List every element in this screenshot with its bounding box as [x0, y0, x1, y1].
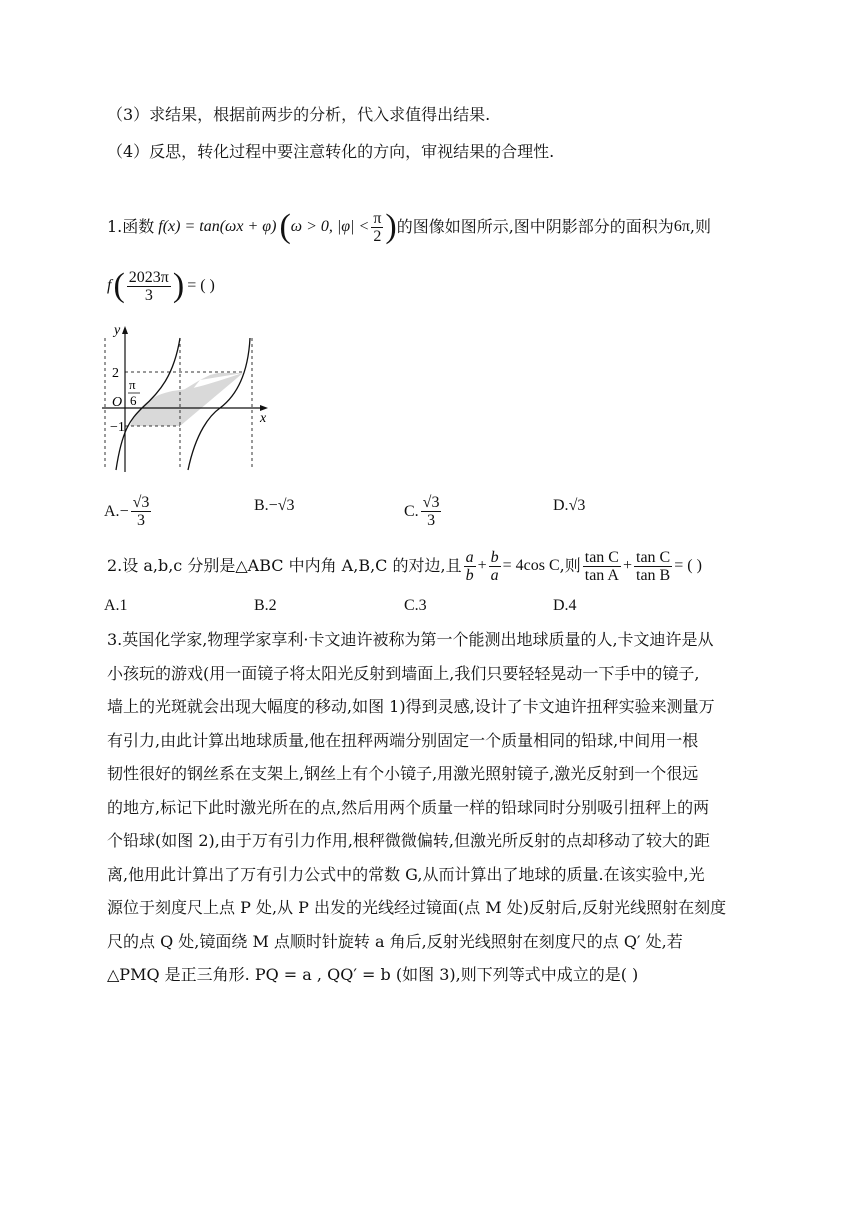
q1-ask-end: = ( ) [187, 277, 215, 294]
q2-stem: 2.设 a,b,c 分别是△ABC 中内角 A,B,C 的对边,且 $\frac{a}{b}$ + $\frac{b}{a}$ = 4cos C ,则 $\frac{\text{tan C}}{\text{tan A}}$ + $\frac{\text{tan C}}{\text{tan B}}$ = ( ) [107, 548, 702, 584]
q2-prefix: 2.设 a,b,c 分别是△ABC 中内角 A,B,C 的对边,且 [107, 556, 462, 575]
q1-ask-f: f [107, 277, 112, 294]
q2-option-c[interactable]: C.3 [404, 597, 427, 614]
shade-fill [130, 373, 243, 426]
step-4-text: （4）反思，转化过程中要注意转化的方向，审视结果的合理性. [107, 142, 555, 161]
q1-ask: f ( $\frac{2023\pi}{3}$ ) = ( ) [107, 267, 215, 304]
q1-suffix-a: 的图像如图所示,图中阴影部分的面积为 [396, 217, 674, 236]
q3-line: 墙上的光斑就会出现大幅度的移动,如图 1)得到灵感,设计了卡文迪许扭秤实验来测量万 [107, 697, 715, 716]
q2-option-a[interactable]: A.1 [104, 597, 128, 614]
q1-option-c[interactable]: C. $\frac{√3}{3}$ [404, 494, 440, 529]
q3-line: 源位于刻度尺上点 P 处,从 P 出发的光线经过镜面(点 M 处)反射后,反射光线照射在刻度 [107, 898, 727, 917]
tick-2-label: 2 [112, 366, 119, 381]
q2-frac-ba: $\frac{b}{a}$ [490, 548, 499, 584]
q3-line: 小孩玩的游戏(用一面镜子将太阳光反射到墙面上,我们只要轻轻晃动一下手中的镜子, [107, 663, 700, 683]
q1-function: f(x) = tan(ωx + φ) [158, 218, 277, 235]
q3-line: 的地方,标记下此时激光所在的点,然后用两个质量一样的铅球同时分别吸引扭秤上的两 [107, 797, 710, 817]
q1-suffix-b: ,则 [689, 217, 711, 236]
q1-tangent-graph [100, 320, 280, 480]
q1-option-b[interactable]: B.−√3 [254, 497, 295, 514]
q2-option-d[interactable]: D.4 [553, 597, 577, 614]
q1-ask-fraction: $\frac{2023\pi}{3}$ [128, 268, 169, 304]
q3-line: 尺的点 Q 处,镜面绕 M 点顺时针旋转 a 角后,反射光线照射在刻度尺的点 Q′ 处,若 [107, 931, 683, 951]
q1-option-a[interactable]: A. − $\frac{√3}{3}$ [104, 494, 150, 529]
x-axis-label: x [260, 411, 267, 426]
q3-line: △PMQ 是正三角形. PQ = a , QQ′ = b (如图 3),则下列等式中成立的是( ) [107, 965, 639, 984]
q1-cond-fraction: $\frac{\pi}{2}$ [373, 209, 382, 245]
q1-prefix: 1.函数 [107, 217, 155, 236]
q3-line: 个铅球(如图 2),由于万有引力作用,根秤微微偏转,但激光所反射的点却移动了较大的距 [107, 831, 711, 850]
q3-paragraph [107, 623, 747, 992]
q1-option-d[interactable]: D.√3 [553, 497, 586, 514]
step-3-text: （3）求结果，根据前两步的分析，代入求值得出结果. [107, 105, 491, 124]
q2-equation: = 4cos C [502, 557, 560, 574]
q2-option-b[interactable]: B.2 [254, 597, 277, 614]
q2-end: = ( ) [674, 557, 702, 574]
q3-line: 韧性很好的钢丝系在支架上,钢丝上有个小镜子,用激光照射镜子,激光反射到一个很远 [107, 764, 699, 783]
pi-num-label: π [129, 377, 136, 392]
q1-stem: 1.函数 f(x) = tan(ωx + φ) ( ω > 0, |φ| < $\frac{\pi}{2}$ ) 的图像如图所示,图中阴影部分的面积为 6π ,则 [107, 208, 711, 245]
q2-frac-tanC-tanA: $\frac{\text{tan C}}{\text{tan A}}$ [584, 548, 619, 584]
q1-condition: ω > 0, |φ| < [290, 218, 370, 235]
q2-frac-ab: $\frac{a}{b}$ [465, 548, 474, 584]
q2-frac-tanC-tanB: $\frac{\text{tan C}}{\text{tan B}}$ [636, 548, 671, 584]
q1-area: 6π [673, 218, 690, 235]
origin-label: O [112, 395, 123, 410]
q3-line: 3.英国化学家,物理学家享利·卡文迪许被称为第一个能测出地球质量的人,卡文迪许是从 [107, 630, 714, 649]
q3-line: 离,他用此计算出了万有引力公式中的常数 G,从而计算出了地球的质量.在该实验中,光 [107, 864, 705, 884]
q3-line: 有引力,由此计算出地球质量,他在扭秤两端分别固定一个质量相同的铅球,中间用一根 [107, 730, 699, 750]
y-axis-arrow [122, 326, 128, 334]
y-axis-label: y [114, 323, 121, 338]
tick-minus1-label: −1 [110, 420, 125, 435]
pi-den-label: 6 [130, 393, 137, 408]
